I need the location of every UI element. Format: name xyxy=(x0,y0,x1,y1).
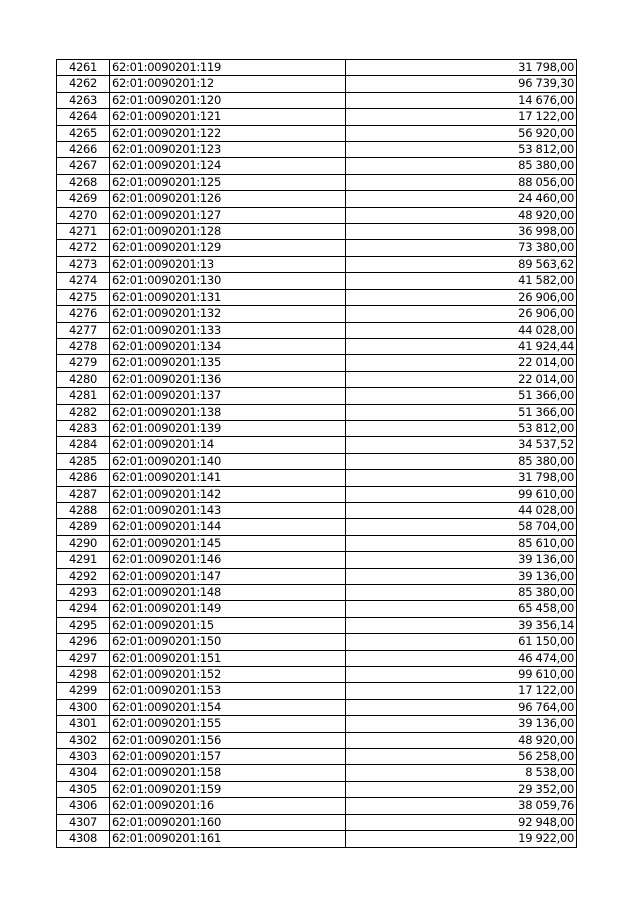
cadastral-value: 44 028,00 xyxy=(346,322,577,338)
cadastral-number: 62:01:0090201:158 xyxy=(110,765,346,781)
table-row xyxy=(57,404,577,420)
cadastral-number: 62:01:0090201:125 xyxy=(110,174,346,190)
row-number: 4265 xyxy=(57,125,110,141)
row-number: 4282 xyxy=(57,404,110,420)
table-row xyxy=(57,568,577,584)
cadastral-value: 36 998,00 xyxy=(346,224,577,240)
cadastral-number: 62:01:0090201:119 xyxy=(110,60,346,76)
row-number: 4283 xyxy=(57,420,110,436)
table-row xyxy=(57,273,577,289)
table-row xyxy=(57,388,577,404)
table-row xyxy=(57,519,577,535)
cadastral-number: 62:01:0090201:147 xyxy=(110,568,346,584)
cadastral-number: 62:01:0090201:144 xyxy=(110,519,346,535)
cadastral-value: 39 136,00 xyxy=(346,716,577,732)
cadastral-number: 62:01:0090201:141 xyxy=(110,470,346,486)
cadastral-number: 62:01:0090201:15 xyxy=(110,617,346,633)
cadastral-number: 62:01:0090201:133 xyxy=(110,322,346,338)
cadastral-number: 62:01:0090201:132 xyxy=(110,306,346,322)
row-number: 4296 xyxy=(57,634,110,650)
table-row xyxy=(57,142,577,158)
cadastral-number: 62:01:0090201:157 xyxy=(110,749,346,765)
cadastral-number: 62:01:0090201:124 xyxy=(110,158,346,174)
row-number: 4290 xyxy=(57,535,110,551)
cadastral-value: 65 458,00 xyxy=(346,601,577,617)
row-number: 4292 xyxy=(57,568,110,584)
row-number: 4291 xyxy=(57,552,110,568)
table-row xyxy=(57,798,577,814)
cadastral-value: 39 136,00 xyxy=(346,552,577,568)
cadastral-number: 62:01:0090201:123 xyxy=(110,142,346,158)
row-number: 4289 xyxy=(57,519,110,535)
row-number: 4302 xyxy=(57,732,110,748)
row-number: 4308 xyxy=(57,831,110,847)
cadastral-value: 31 798,00 xyxy=(346,470,577,486)
cadastral-value: 92 948,00 xyxy=(346,814,577,830)
cadastral-value: 85 380,00 xyxy=(346,453,577,469)
row-number: 4307 xyxy=(57,814,110,830)
cadastral-value: 34 537,52 xyxy=(346,437,577,453)
cadastral-number: 62:01:0090201:140 xyxy=(110,453,346,469)
table-row xyxy=(57,585,577,601)
row-number: 4279 xyxy=(57,355,110,371)
table-row xyxy=(57,207,577,223)
table-row xyxy=(57,683,577,699)
row-number: 4299 xyxy=(57,683,110,699)
cadastral-number: 62:01:0090201:151 xyxy=(110,650,346,666)
cadastral-number: 62:01:0090201:121 xyxy=(110,109,346,125)
row-number: 4273 xyxy=(57,256,110,272)
table-row xyxy=(57,601,577,617)
row-number: 4286 xyxy=(57,470,110,486)
row-number: 4263 xyxy=(57,92,110,108)
row-number: 4277 xyxy=(57,322,110,338)
cadastral-value: 96 739,30 xyxy=(346,76,577,92)
cadastral-number: 62:01:0090201:159 xyxy=(110,781,346,797)
cadastral-value: 17 122,00 xyxy=(346,109,577,125)
cadastral-number: 62:01:0090201:138 xyxy=(110,404,346,420)
row-number: 4267 xyxy=(57,158,110,174)
cadastral-value: 29 352,00 xyxy=(346,781,577,797)
cadastral-value: 56 920,00 xyxy=(346,125,577,141)
table-row xyxy=(57,634,577,650)
cadastral-number: 62:01:0090201:153 xyxy=(110,683,346,699)
table-row xyxy=(57,240,577,256)
cadastral-value: 41 582,00 xyxy=(346,273,577,289)
row-number: 4276 xyxy=(57,306,110,322)
table-row xyxy=(57,92,577,108)
cadastral-value: 99 610,00 xyxy=(346,667,577,683)
row-number: 4262 xyxy=(57,76,110,92)
cadastral-number: 62:01:0090201:155 xyxy=(110,716,346,732)
cadastral-number: 62:01:0090201:131 xyxy=(110,289,346,305)
row-number: 4278 xyxy=(57,338,110,354)
row-number: 4269 xyxy=(57,191,110,207)
table-row xyxy=(57,322,577,338)
row-number: 4293 xyxy=(57,585,110,601)
table-row xyxy=(57,502,577,518)
cadastral-value: 26 906,00 xyxy=(346,289,577,305)
table-row xyxy=(57,732,577,748)
cadastral-value: 85 380,00 xyxy=(346,158,577,174)
cadastral-number: 62:01:0090201:139 xyxy=(110,420,346,436)
cadastral-number: 62:01:0090201:146 xyxy=(110,552,346,568)
table-row xyxy=(57,650,577,666)
row-number: 4305 xyxy=(57,781,110,797)
table-row xyxy=(57,371,577,387)
table-row xyxy=(57,256,577,272)
cadastral-number: 62:01:0090201:149 xyxy=(110,601,346,617)
cadastral-value-table xyxy=(56,59,577,848)
row-number: 4295 xyxy=(57,617,110,633)
table-row xyxy=(57,338,577,354)
row-number: 4285 xyxy=(57,453,110,469)
table-row xyxy=(57,535,577,551)
cadastral-value: 14 676,00 xyxy=(346,92,577,108)
cadastral-value: 48 920,00 xyxy=(346,732,577,748)
table-row xyxy=(57,617,577,633)
cadastral-value: 96 764,00 xyxy=(346,699,577,715)
row-number: 4306 xyxy=(57,798,110,814)
cadastral-number: 62:01:0090201:12 xyxy=(110,76,346,92)
row-number: 4281 xyxy=(57,388,110,404)
cadastral-value: 53 812,00 xyxy=(346,420,577,436)
cadastral-value: 51 366,00 xyxy=(346,388,577,404)
row-number: 4280 xyxy=(57,371,110,387)
cadastral-value: 41 924,44 xyxy=(346,338,577,354)
cadastral-value: 8 538,00 xyxy=(346,765,577,781)
table-row xyxy=(57,552,577,568)
table-row xyxy=(57,831,577,847)
table-row xyxy=(57,781,577,797)
table-row xyxy=(57,420,577,436)
table-row xyxy=(57,174,577,190)
cadastral-number: 62:01:0090201:14 xyxy=(110,437,346,453)
table-row xyxy=(57,76,577,92)
row-number: 4274 xyxy=(57,273,110,289)
table-row xyxy=(57,355,577,371)
table-row xyxy=(57,453,577,469)
cadastral-value: 26 906,00 xyxy=(346,306,577,322)
row-number: 4301 xyxy=(57,716,110,732)
table-row xyxy=(57,765,577,781)
cadastral-value: 85 610,00 xyxy=(346,535,577,551)
row-number: 4287 xyxy=(57,486,110,502)
cadastral-number: 62:01:0090201:135 xyxy=(110,355,346,371)
cadastral-value: 46 474,00 xyxy=(346,650,577,666)
cadastral-value: 58 704,00 xyxy=(346,519,577,535)
table-row xyxy=(57,109,577,125)
row-number: 4261 xyxy=(57,60,110,76)
table-row xyxy=(57,125,577,141)
table-row xyxy=(57,158,577,174)
cadastral-value: 53 812,00 xyxy=(346,142,577,158)
cadastral-number: 62:01:0090201:128 xyxy=(110,224,346,240)
table-row xyxy=(57,60,577,76)
cadastral-number: 62:01:0090201:126 xyxy=(110,191,346,207)
cadastral-value: 51 366,00 xyxy=(346,404,577,420)
cadastral-number: 62:01:0090201:137 xyxy=(110,388,346,404)
row-number: 4304 xyxy=(57,765,110,781)
cadastral-number: 62:01:0090201:152 xyxy=(110,667,346,683)
row-number: 4264 xyxy=(57,109,110,125)
cadastral-value: 61 150,00 xyxy=(346,634,577,650)
cadastral-value: 56 258,00 xyxy=(346,749,577,765)
row-number: 4294 xyxy=(57,601,110,617)
cadastral-number: 62:01:0090201:156 xyxy=(110,732,346,748)
cadastral-number: 62:01:0090201:122 xyxy=(110,125,346,141)
cadastral-number: 62:01:0090201:13 xyxy=(110,256,346,272)
cadastral-number: 62:01:0090201:130 xyxy=(110,273,346,289)
table-row xyxy=(57,716,577,732)
cadastral-value: 38 059,76 xyxy=(346,798,577,814)
row-number: 4288 xyxy=(57,502,110,518)
cadastral-value: 44 028,00 xyxy=(346,502,577,518)
cadastral-value: 17 122,00 xyxy=(346,683,577,699)
cadastral-number: 62:01:0090201:160 xyxy=(110,814,346,830)
cadastral-number: 62:01:0090201:161 xyxy=(110,831,346,847)
cadastral-value: 99 610,00 xyxy=(346,486,577,502)
row-number: 4300 xyxy=(57,699,110,715)
cadastral-number: 62:01:0090201:129 xyxy=(110,240,346,256)
table-body xyxy=(57,60,577,848)
table-row xyxy=(57,470,577,486)
cadastral-value: 48 920,00 xyxy=(346,207,577,223)
table-row xyxy=(57,437,577,453)
row-number: 4272 xyxy=(57,240,110,256)
table-row xyxy=(57,667,577,683)
cadastral-value: 88 056,00 xyxy=(346,174,577,190)
row-number: 4298 xyxy=(57,667,110,683)
row-number: 4268 xyxy=(57,174,110,190)
cadastral-value: 24 460,00 xyxy=(346,191,577,207)
cadastral-value: 39 136,00 xyxy=(346,568,577,584)
cadastral-number: 62:01:0090201:145 xyxy=(110,535,346,551)
cadastral-value: 89 563,62 xyxy=(346,256,577,272)
cadastral-number: 62:01:0090201:134 xyxy=(110,338,346,354)
table-row xyxy=(57,814,577,830)
table-row xyxy=(57,699,577,715)
cadastral-number: 62:01:0090201:142 xyxy=(110,486,346,502)
cadastral-value: 22 014,00 xyxy=(346,371,577,387)
row-number: 4271 xyxy=(57,224,110,240)
cadastral-number: 62:01:0090201:127 xyxy=(110,207,346,223)
cadastral-number: 62:01:0090201:154 xyxy=(110,699,346,715)
cadastral-number: 62:01:0090201:143 xyxy=(110,502,346,518)
table-row xyxy=(57,749,577,765)
cadastral-value: 85 380,00 xyxy=(346,585,577,601)
table-row xyxy=(57,289,577,305)
cadastral-value: 73 380,00 xyxy=(346,240,577,256)
row-number: 4266 xyxy=(57,142,110,158)
table-row xyxy=(57,191,577,207)
cadastral-number: 62:01:0090201:16 xyxy=(110,798,346,814)
table-row xyxy=(57,486,577,502)
row-number: 4284 xyxy=(57,437,110,453)
cadastral-number: 62:01:0090201:120 xyxy=(110,92,346,108)
table-row xyxy=(57,306,577,322)
cadastral-number: 62:01:0090201:136 xyxy=(110,371,346,387)
row-number: 4297 xyxy=(57,650,110,666)
cadastral-value: 19 922,00 xyxy=(346,831,577,847)
cadastral-value: 31 798,00 xyxy=(346,60,577,76)
row-number: 4270 xyxy=(57,207,110,223)
table-row xyxy=(57,224,577,240)
row-number: 4275 xyxy=(57,289,110,305)
cadastral-number: 62:01:0090201:148 xyxy=(110,585,346,601)
cadastral-number: 62:01:0090201:150 xyxy=(110,634,346,650)
cadastral-value: 22 014,00 xyxy=(346,355,577,371)
cadastral-value: 39 356,14 xyxy=(346,617,577,633)
row-number: 4303 xyxy=(57,749,110,765)
